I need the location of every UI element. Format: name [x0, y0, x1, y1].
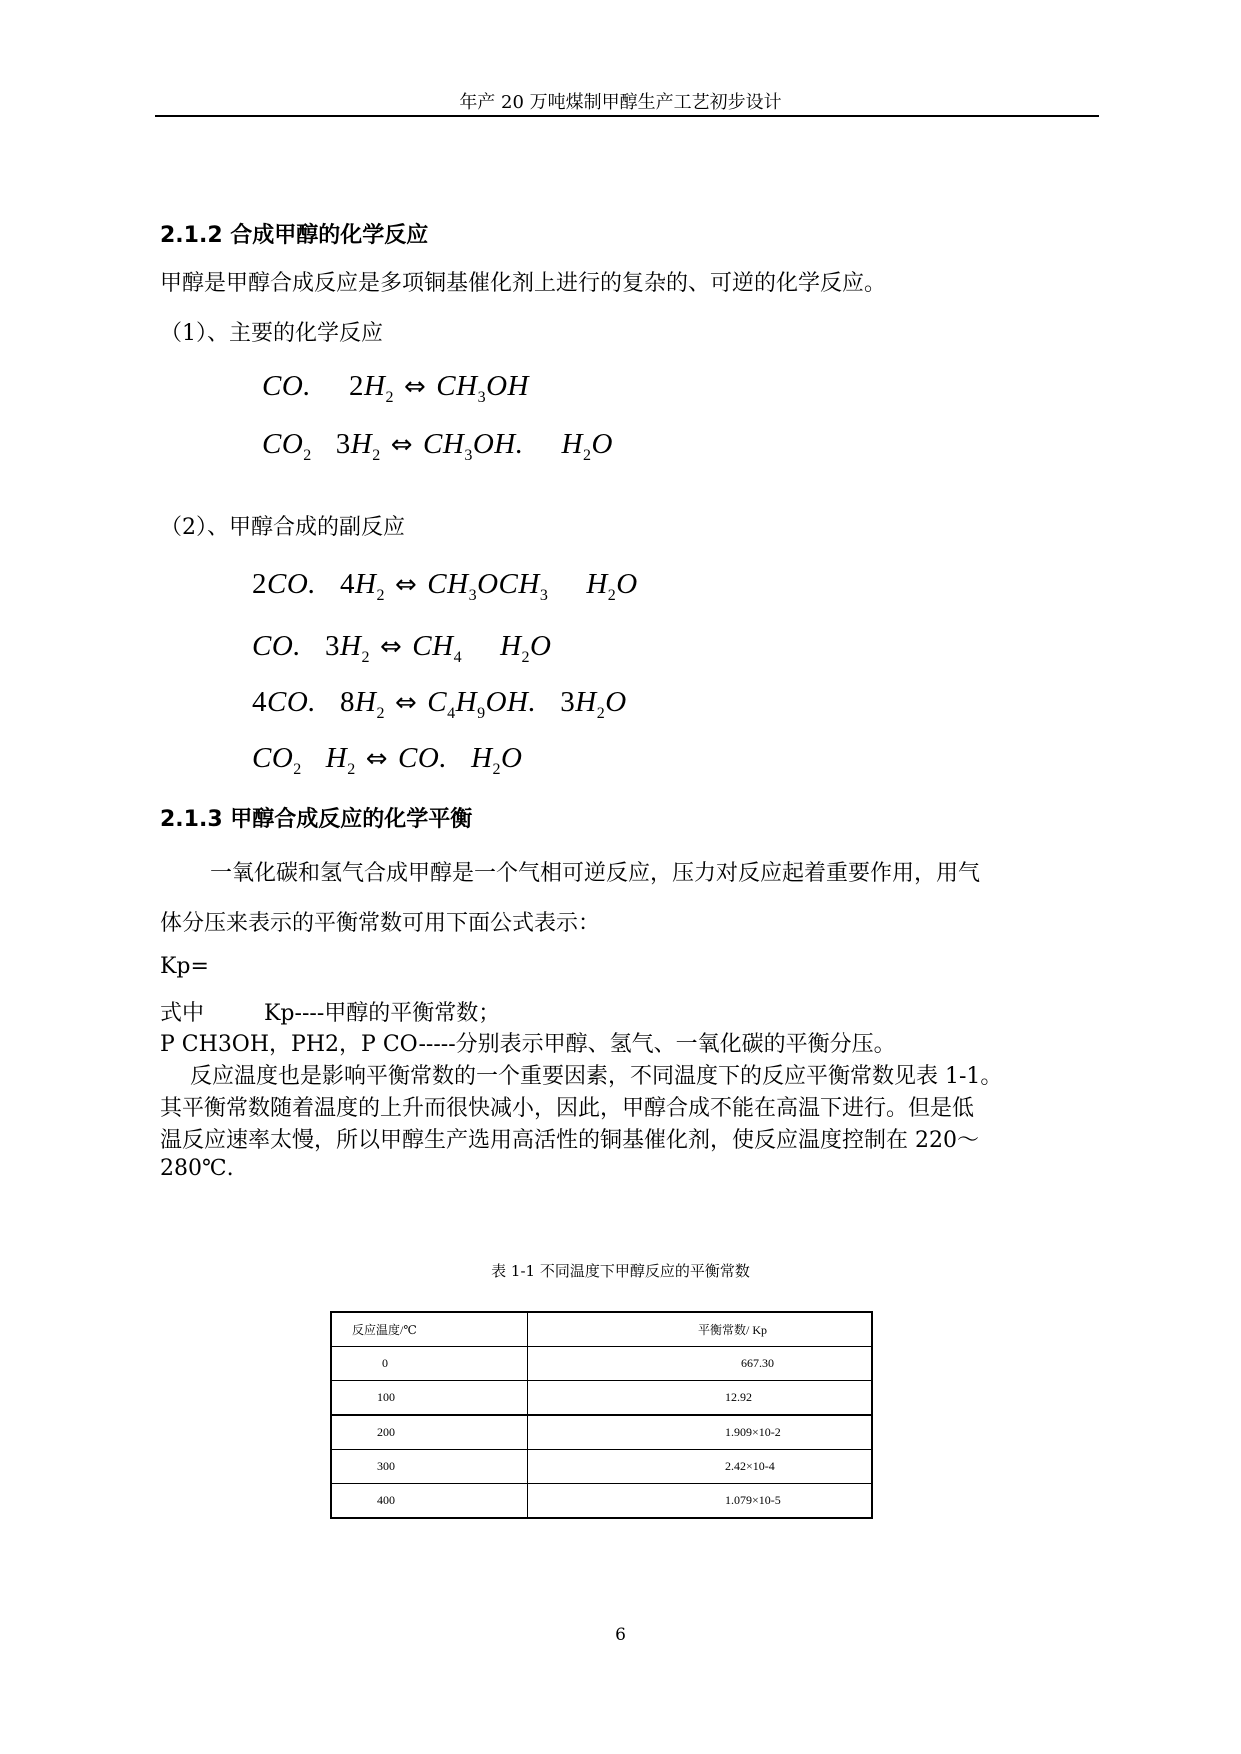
table-caption: 表 1-1 不同温度下甲醇反应的平衡常数 [491, 1262, 750, 1280]
equation-side-2: CO. $3H_2$ ⇔ $CH_4$ $H_2O$ [252, 630, 552, 666]
main-reactions-label: （1）、主要的化学反应 [160, 321, 383, 346]
kp-cell: 2.42×10-4 [528, 1450, 873, 1484]
kp-cell: 12.92 [528, 1381, 873, 1416]
page-number: 6 [615, 1625, 626, 1645]
equation-main-1: CO. $2H_2$ ⇔ $CH_3OH$ [262, 370, 529, 406]
intro-paragraph: 甲醇是甲醇合成反应是多项铜基催化剂上进行的复杂的、可逆的化学反应。 [160, 271, 887, 296]
equation-side-1: 2CO. $4H_2$ ⇔ $CH_3OCH_3$ $H_2O$ [252, 568, 638, 604]
temperature-paragraph-line-1: 反应温度也是影响平衡常数的一个重要因素，不同温度下的反应平衡常数见表 1-1。 [190, 1064, 1003, 1089]
kp-definition: Kp----甲醇的平衡常数； [264, 1001, 501, 1026]
kp-formula: Kp= [160, 954, 209, 979]
where-label: 式中 [160, 1001, 205, 1026]
equilibrium-paragraph-line-2: 体分压来表示的平衡常数可用下面公式表示： [160, 911, 601, 936]
equation-side-3: 4CO. $8H_2$ ⇔ $C_4H_9OH$. $3H_2O$ [252, 686, 627, 722]
column-header-temperature: 反应温度/℃ [331, 1312, 528, 1347]
temperature-cell: 400 [331, 1484, 528, 1519]
header-rule [155, 115, 1099, 117]
temperature-cell: 300 [331, 1450, 528, 1484]
equation-main-2: $CO_2$ $3H_2$ ⇔ $CH_3OH$. $H_2O$ [262, 428, 613, 464]
temperature-cell: 100 [331, 1381, 528, 1416]
kp-cell: 1.909×10-2 [528, 1415, 873, 1450]
side-reactions-label: （2）、甲醇合成的副反应 [160, 515, 405, 540]
section-heading-2-1-2: 2.1.2 合成甲醇的化学反应 [160, 223, 429, 248]
table-header-row [331, 1312, 872, 1347]
temperature-paragraph-line-2: 其平衡常数随着温度的上升而很快减小，因此，甲醇合成不能在高温下进行。但是低 [160, 1096, 975, 1121]
kp-cell: 667.30 [528, 1347, 873, 1381]
section-heading-2-1-3: 2.1.3 甲醇合成反应的化学平衡 [160, 807, 473, 832]
equilibrium-constant-table [330, 1311, 873, 1519]
table-row [331, 1347, 872, 1381]
column-header-kp: 平衡常数/ Kp [528, 1312, 873, 1347]
kp-cell: 1.079×10-5 [528, 1484, 873, 1519]
partial-pressure-definition: P CH3OH，PH2，P CO-----分别表示甲醇、氢气、一氧化碳的平衡分压。 [160, 1032, 896, 1057]
temperature-paragraph-line-3: 温反应速率太慢，所以甲醇生产选用高活性的铜基催化剂，使反应温度控制在 220～ [160, 1128, 979, 1153]
temperature-cell: 200 [331, 1415, 528, 1450]
running-header: 年产 20 万吨煤制甲醇生产工艺初步设计 [459, 92, 782, 113]
table-row [331, 1484, 872, 1519]
equilibrium-paragraph-line-1: 一氧化碳和氢气合成甲醇是一个气相可逆反应，压力对反应起着重要作用，用气 [210, 861, 981, 886]
table-row [331, 1381, 872, 1416]
equation-side-4: $CO_2$ $H_2$ ⇔ CO. $H_2O$ [252, 742, 523, 778]
temperature-cell: 0 [331, 1347, 528, 1381]
table-row [331, 1415, 872, 1450]
table-row [331, 1450, 872, 1484]
temperature-paragraph-line-4: 280℃. [160, 1156, 234, 1181]
